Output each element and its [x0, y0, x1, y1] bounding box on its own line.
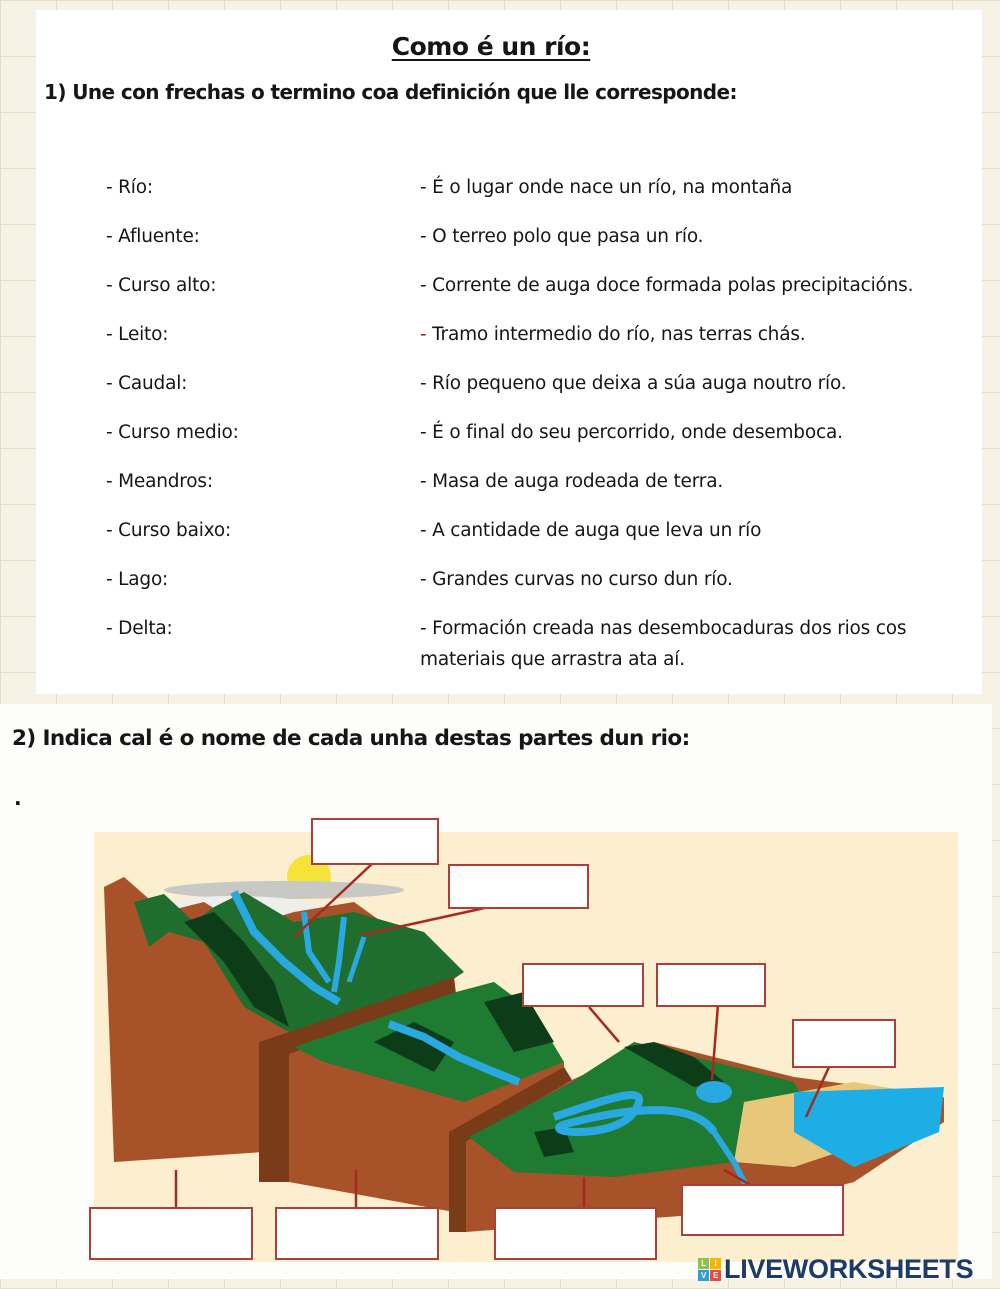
term-curso-medio[interactable]: - Curso medio:	[106, 422, 239, 443]
term-leito[interactable]: - Leito:	[106, 324, 169, 345]
definition-8[interactable]: - A cantidade de auga que leva un río	[420, 520, 762, 541]
worksheet-title: Como é un río:	[391, 32, 591, 61]
term-meandros[interactable]: - Meandros:	[106, 471, 213, 492]
definition-5[interactable]: - Río pequeno que deixa a súa auga noutro río.	[420, 373, 847, 394]
answer-box-8[interactable]	[275, 1207, 439, 1260]
definition-4[interactable]: - Tramo intermedio do río, nas terras chás.	[420, 324, 806, 345]
definition-2[interactable]: - O terreo polo que pasa un río.	[420, 226, 704, 247]
cloud-icon	[164, 881, 404, 899]
answer-box-4[interactable]	[656, 963, 766, 1007]
answer-input-5[interactable]	[794, 1021, 894, 1066]
answer-input-4[interactable]	[658, 965, 764, 1005]
definition-1[interactable]: - É o lugar onde nace un río, na montaña	[420, 177, 793, 198]
question-1-prompt: 1) Une con frechas o termino coa definición que lle corresponde:	[44, 80, 737, 104]
answer-box-7[interactable]	[89, 1207, 253, 1260]
answer-input-2[interactable]	[450, 866, 587, 907]
answer-box-1[interactable]	[311, 818, 439, 865]
answer-input-9[interactable]	[496, 1209, 655, 1258]
term-caudal[interactable]: - Caudal:	[106, 373, 188, 394]
definition-3[interactable]: - Corrente de auga doce formada polas precipitacións.	[420, 275, 914, 296]
stray-mark: .	[14, 786, 22, 810]
definition-6[interactable]: - É o final do seu percorrido, onde desemboca.	[420, 422, 843, 443]
answer-input-3[interactable]	[524, 965, 642, 1005]
answer-box-3[interactable]	[522, 963, 644, 1007]
term-curso-alto[interactable]: - Curso alto:	[106, 275, 217, 296]
definition-10[interactable]: - Formación creada nas desembocaduras dos rios cos materiais que arrastra ata aí.	[420, 618, 907, 670]
answer-input-8[interactable]	[277, 1209, 437, 1258]
answer-input-1[interactable]	[313, 820, 437, 863]
term-lago[interactable]: - Lago:	[106, 569, 169, 590]
answer-box-5[interactable]	[792, 1019, 896, 1068]
lake	[696, 1081, 732, 1103]
answer-input-6[interactable]	[683, 1186, 842, 1234]
answer-box-6[interactable]	[681, 1184, 844, 1236]
liveworksheets-watermark	[698, 1254, 973, 1285]
term-curso-baixo[interactable]: - Curso baixo:	[106, 520, 231, 541]
term-rio[interactable]: - Río:	[106, 177, 153, 198]
brand-name: LIVEWORKSHEETS	[724, 1254, 974, 1284]
term-delta[interactable]: - Delta:	[106, 618, 173, 639]
answer-box-9[interactable]	[494, 1207, 657, 1260]
question-2-prompt: 2) Indica cal é o nome de cada unha destas partes dun rio:	[12, 726, 690, 751]
answer-input-7[interactable]	[91, 1209, 251, 1258]
liveworksheets-logo-icon: L I V E	[698, 1258, 721, 1281]
answer-box-2[interactable]	[448, 864, 589, 909]
term-afluente[interactable]: - Afluente:	[106, 226, 200, 247]
exercise-1-panel	[36, 10, 982, 694]
definition-9[interactable]: - Grandes curvas no curso dun río.	[420, 569, 733, 590]
definition-7[interactable]: - Masa de auga rodeada de terra.	[420, 471, 724, 492]
